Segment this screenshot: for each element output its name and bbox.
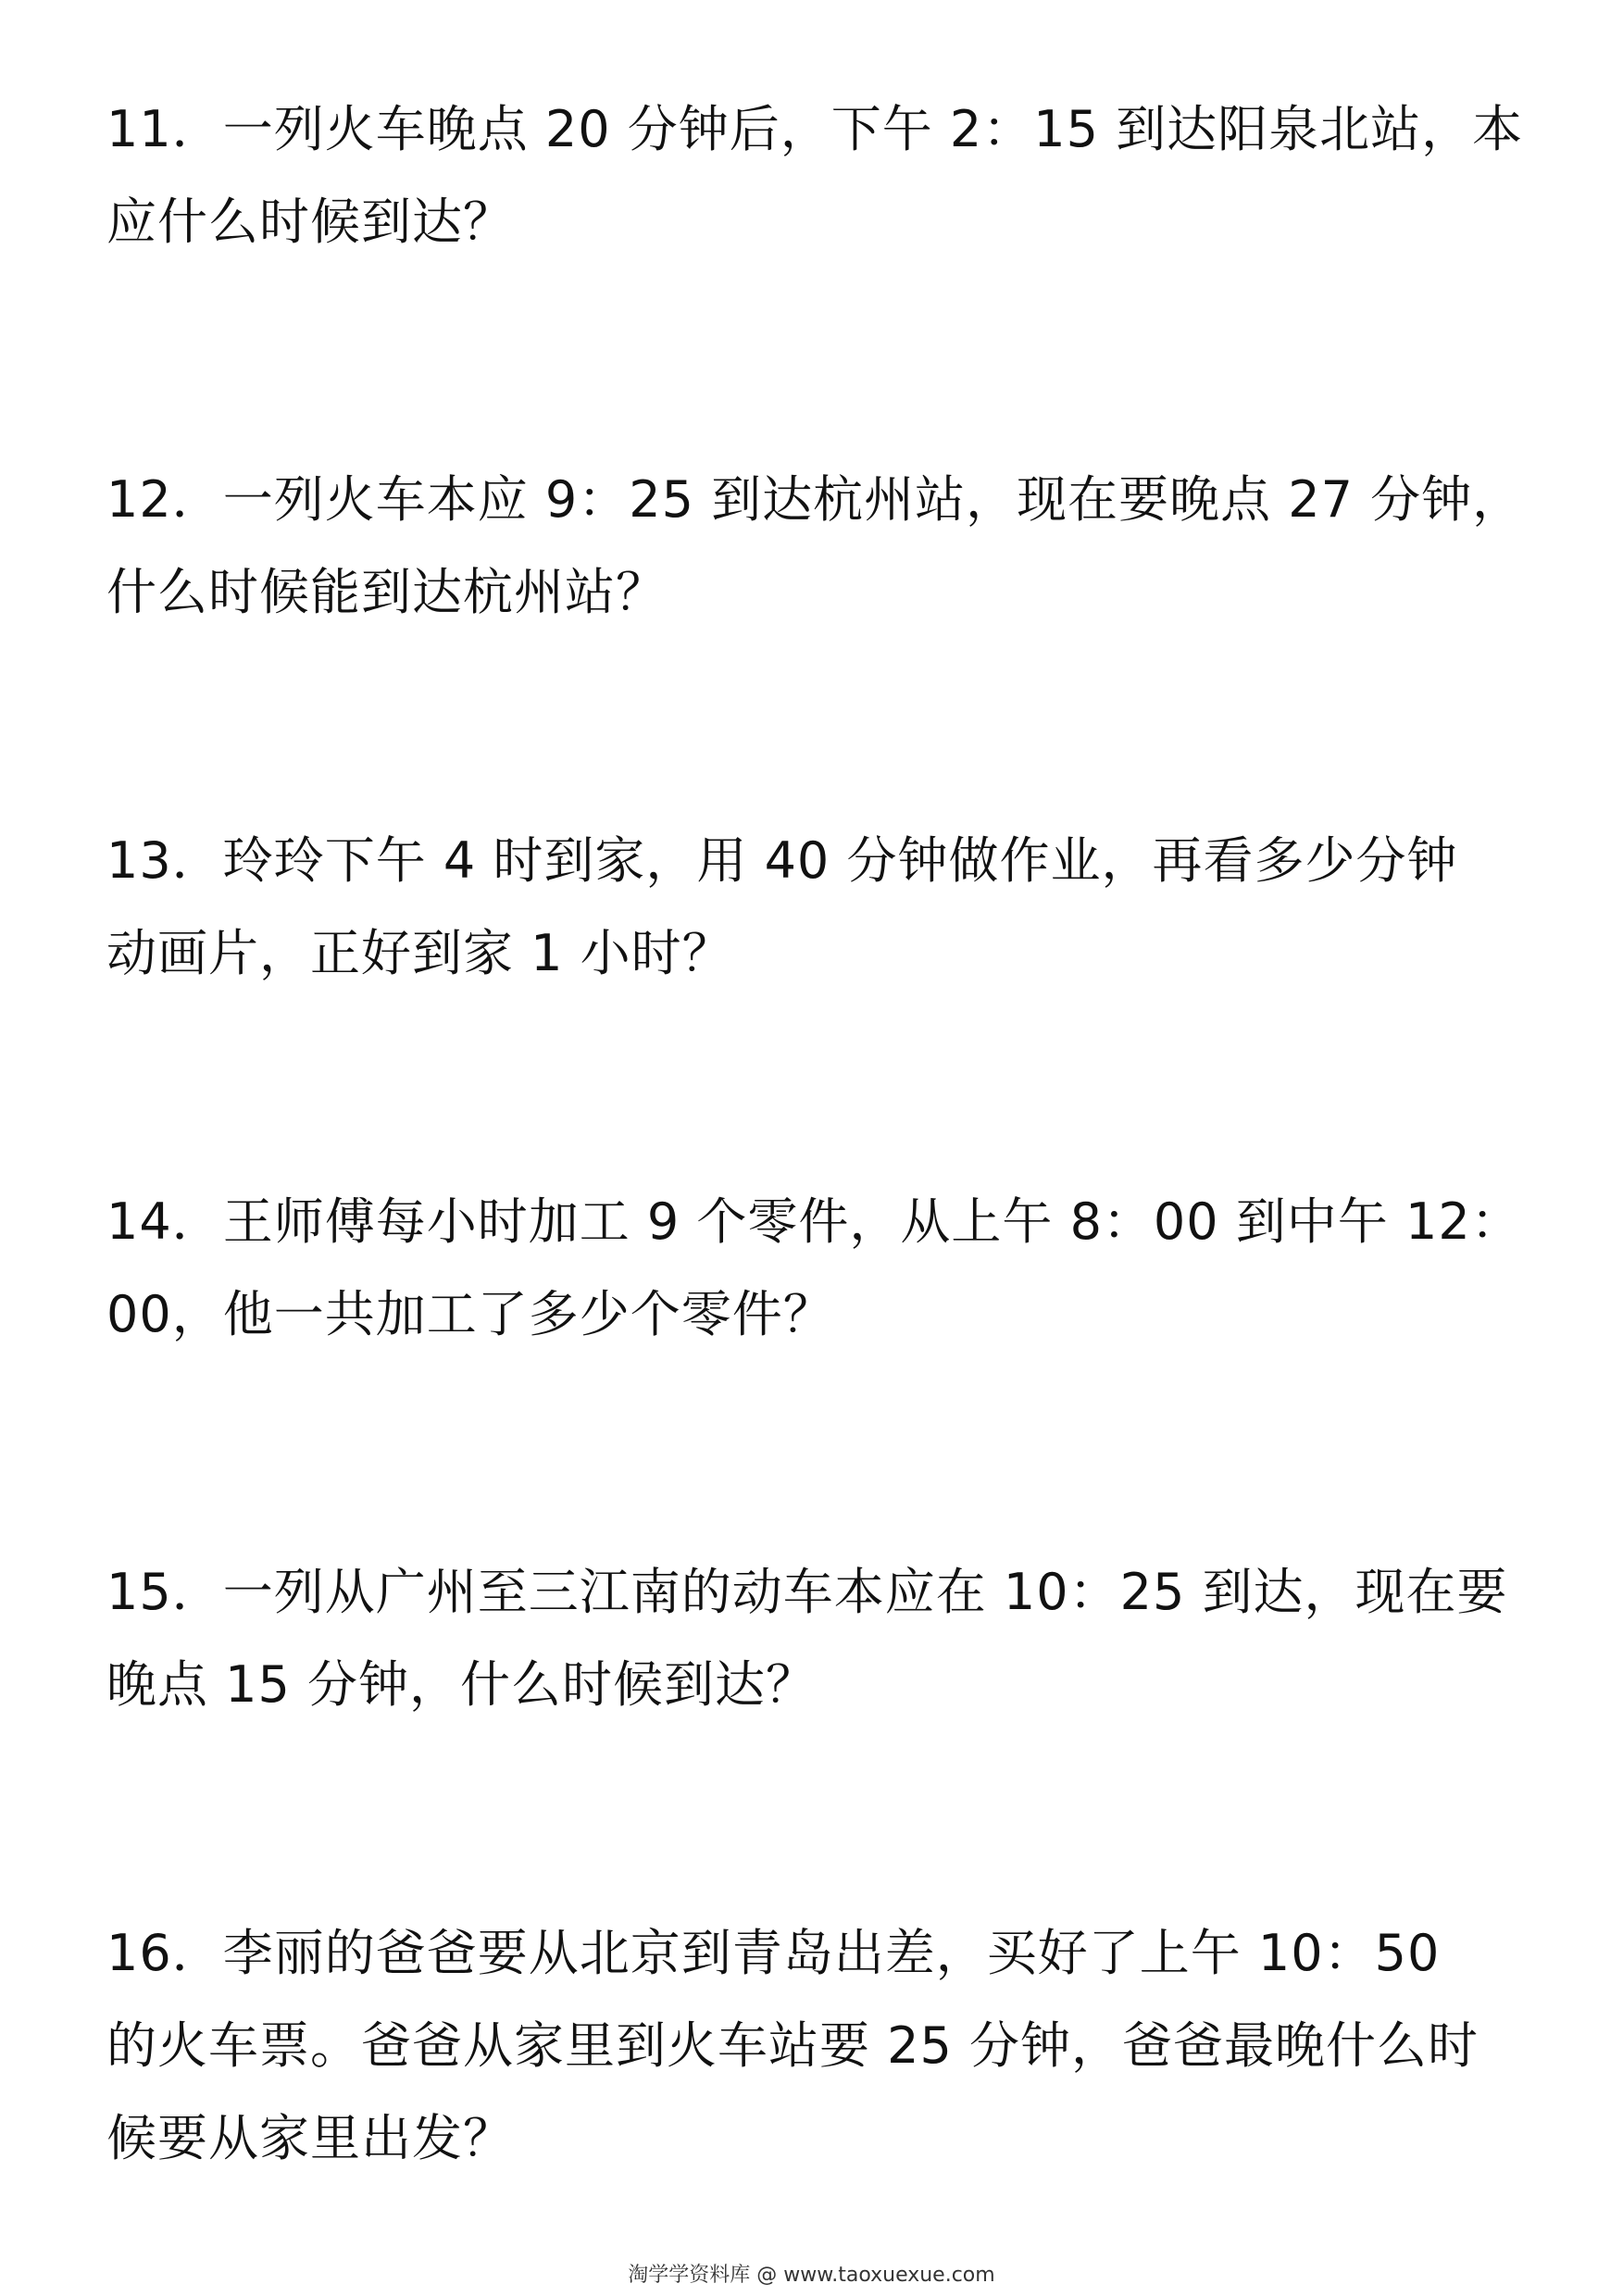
problem-13-line-2: 动画片，正好到家 1 小时？ — [106, 924, 733, 982]
problem-16 — [106, 1907, 1528, 2185]
problem-16-line-1: 16．李丽的爸爸要从北京到青岛出差，买好了上午 10：50 — [106, 1924, 1441, 1982]
problem-13 — [106, 815, 1528, 1000]
problem-11 — [106, 83, 1528, 268]
problem-14-line-1: 14．王师傅每小时加工 9 个零件，从上午 8：00 到中午 12： — [106, 1192, 1522, 1251]
problem-15 — [106, 1546, 1528, 1731]
problem-11-line-2: 应什么时候到达？ — [106, 193, 514, 251]
problem-12-line-2: 什么时候能到达杭州站？ — [106, 563, 667, 621]
problem-13-line-1: 13．玲玲下午 4 时到家，用 40 分钟做作业，再看多少分钟 — [106, 831, 1458, 890]
footer-watermark: 淘学学资料库 @ www.taoxuexue.com — [628, 2264, 995, 2287]
problem-16-line-3: 候要从家里出发？ — [106, 2109, 514, 2167]
problem-16-line-2: 的火车票。爸爸从家里到火车站要 25 分钟，爸爸最晚什么时 — [106, 2016, 1479, 2075]
problem-14 — [106, 1176, 1528, 1361]
problem-12-line-1: 12．一列火车本应 9：25 到达杭州站，现在要晚点 27 分钟， — [106, 470, 1524, 529]
problem-15-line-2: 晚点 15 分钟，什么时候到达？ — [106, 1655, 818, 1714]
problem-11-line-1: 11．一列火车晚点 20 分钟后，下午 2：15 到达阳泉北站，本 — [106, 100, 1524, 158]
problem-15-line-1: 15．一列从广州至三江南的动车本应在 10：25 到达，现在要 — [106, 1563, 1508, 1621]
problem-12 — [106, 454, 1528, 639]
problem-14-line-2: 00，他一共加工了多少个零件？ — [106, 1285, 834, 1343]
